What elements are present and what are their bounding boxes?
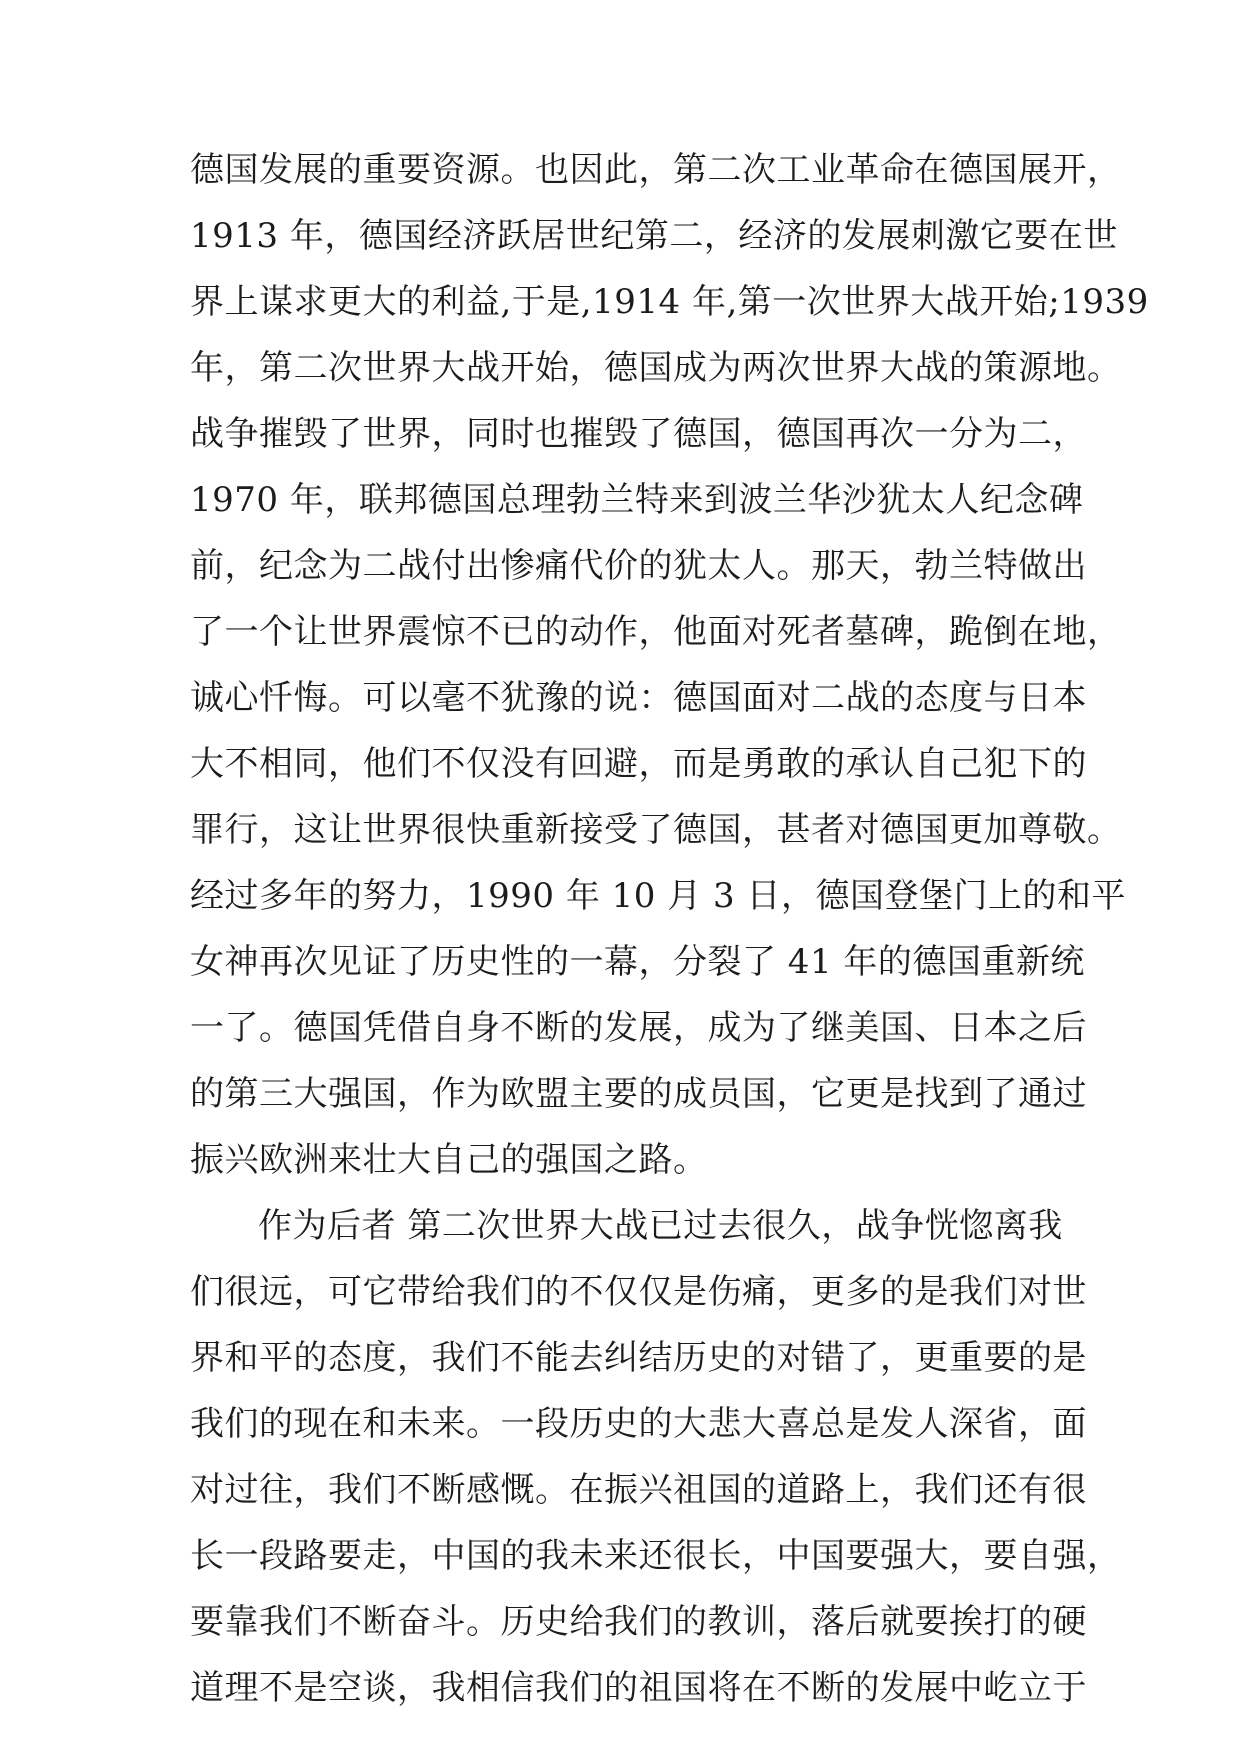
text-line: 长一段路要走，中国的我未来还很长，中国要强大，要自强， xyxy=(190,1536,1122,1576)
paragraph-end-line: 振兴欧洲来壮大自己的强国之路。 xyxy=(190,1140,708,1180)
text-line: 德国发展的重要资源。也因此，第二次工业革命在德国展开， xyxy=(190,150,1122,190)
text-line: 1913 年，德国经济跃居世纪第二，经济的发展刺激它要在世 xyxy=(190,216,1118,256)
text-line: 经过多年的努力，1990 年 10 月 3 日，德国登堡门上的和平 xyxy=(190,876,1126,916)
text-line: 对过往，我们不断感慨。在振兴祖国的道路上，我们还有很 xyxy=(190,1470,1087,1510)
text-line: 道理不是空谈，我相信我们的祖国将在不断的发展中屹立于 xyxy=(190,1668,1087,1708)
text-line: 战争摧毁了世界，同时也摧毁了德国，德国再次一分为二， xyxy=(190,414,1087,454)
text-line: 1970 年，联邦德国总理勃兰特来到波兰华沙犹太人纪念碑 xyxy=(190,480,1084,520)
text-line: 前，纪念为二战付出惨痛代价的犹太人。那天，勃兰特做出 xyxy=(190,546,1087,586)
text-line: 们很远，可它带给我们的不仅仅是伤痛，更多的是我们对世 xyxy=(190,1272,1087,1312)
text-line: 了一个让世界震惊不已的动作，他面对死者墓碑，跪倒在地， xyxy=(190,612,1122,652)
text-line: 罪行，这让世界很快重新接受了德国，甚者对德国更加尊敬。 xyxy=(190,810,1122,850)
text-line: 要靠我们不断奋斗。历史给我们的教训，落后就要挨打的硬 xyxy=(190,1602,1087,1642)
text-line: 大不相同，他们不仅没有回避，而是勇敢的承认自己犯下的 xyxy=(190,744,1087,784)
text-line: 界上谋求更大的利益,于是,1914 年,第一次世界大战开始;1939 xyxy=(190,282,1149,322)
text-line: 诚心忏悔。可以毫不犹豫的说：德国面对二战的态度与日本 xyxy=(190,678,1087,718)
text-line: 一了。德国凭借自身不断的发展，成为了继美国、日本之后 xyxy=(190,1008,1087,1048)
text-line: 女神再次见证了历史性的一幕，分裂了 41 年的德国重新统 xyxy=(190,942,1085,982)
text-line: 我们的现在和未来。一段历史的大悲大喜总是发人深省，面 xyxy=(190,1404,1087,1444)
text-line: 的第三大强国，作为欧盟主要的成员国，它更是找到了通过 xyxy=(190,1074,1087,1114)
text-line: 界和平的态度，我们不能去纠结历史的对错了，更重要的是 xyxy=(190,1338,1087,1378)
text-line: 年，第二次世界大战开始，德国成为两次世界大战的策源地。 xyxy=(190,348,1122,388)
paragraph-first-line: 作为后者 第二次世界大战已过去很久，战争恍惚离我 xyxy=(258,1206,1063,1246)
